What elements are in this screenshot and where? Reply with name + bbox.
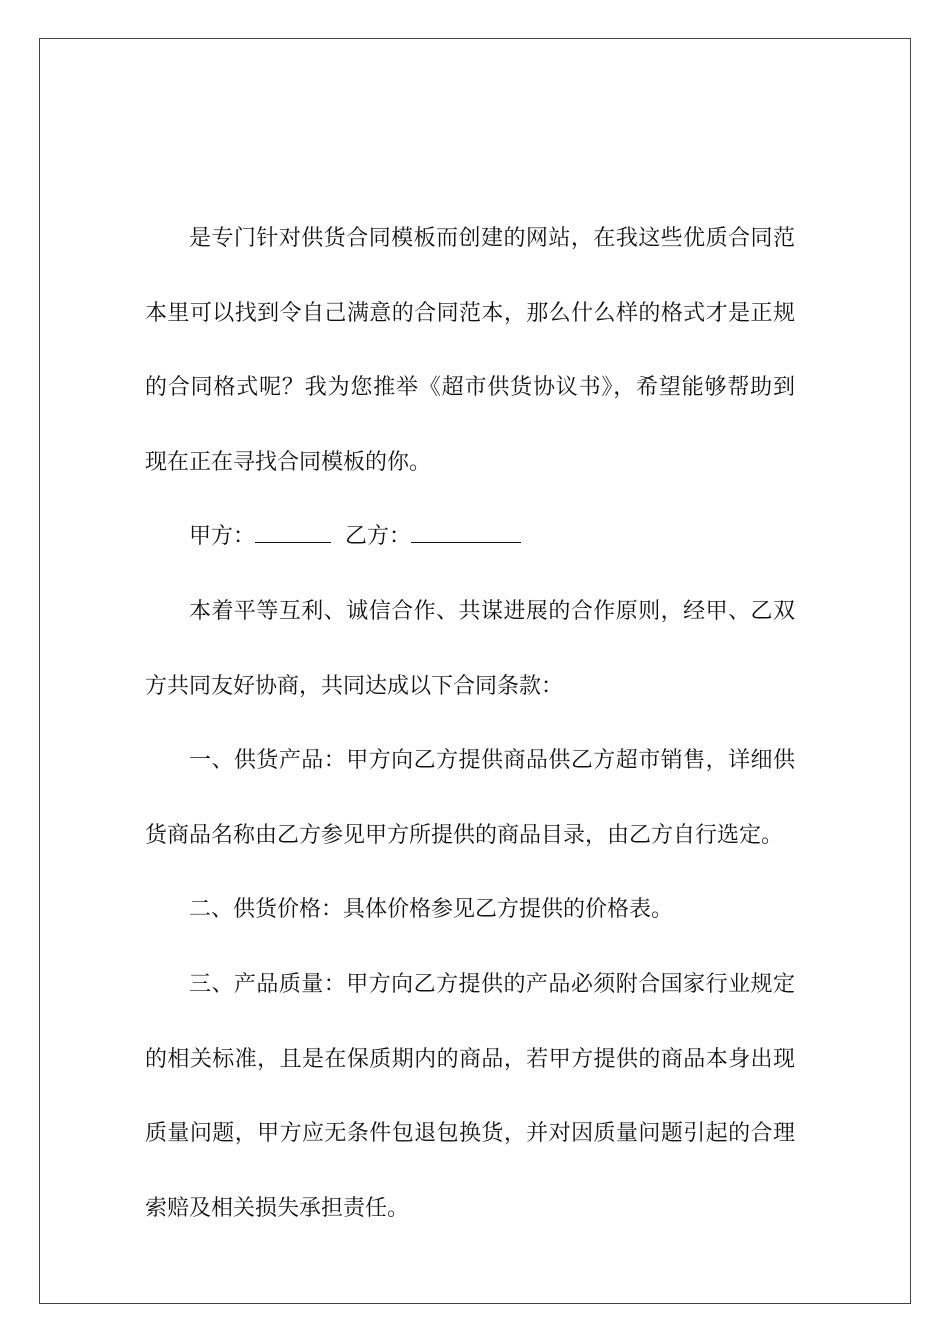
intro-line-4: 现在正在寻找合同模板的你。 [145,449,432,475]
clause3-line-1: 三、产品质量：甲方向乙方提供的产品必须附合国家行业规定 [189,971,795,997]
preamble-line-1: 本着平等互利、诚信合作、共谋进展的合作原则，经甲、乙双 [189,598,795,624]
clause1-line-2: 货商品名称由乙方参见甲方所提供的商品目录，由乙方自行选定。 [145,822,784,848]
parties-line [145,500,795,575]
clause3-line-3: 质量问题，甲方应无条件包退包换货，并对因质量问题引起的合理 [145,1121,795,1147]
intro-line-2: 本里可以找到令自己满意的合同范本，那么什么样的格式才是正规 [145,300,795,326]
document-body [145,202,795,1246]
party-a-label: 甲方： [189,524,256,550]
clause3-line-4: 索赔及相关损失承担责任。 [145,1195,410,1221]
party-b-label: 乙方： [345,524,412,550]
party-a-blank [255,522,331,543]
preamble-line-2: 方共同友好协商，共同达成以下合同条款： [145,673,564,699]
intro-line-3: 的合同格式呢？我为您推举《超市供货协议书》，希望能够帮助到 [145,375,795,401]
clause1-line-1: 一、供货产品：甲方向乙方提供商品供乙方超市销售，详细供 [189,748,795,774]
party-b-blank [411,522,521,543]
clause3-line-2: 的相关标准，且是在保质期内的商品，若甲方提供的商品本身出现 [145,1046,795,1072]
clause2-line-1: 二、供货价格：具体价格参见乙方提供的价格表。 [189,897,674,923]
intro-line-1: 是专门针对供货合同模板而创建的网站，在我这些优质合同范 [189,226,795,251]
